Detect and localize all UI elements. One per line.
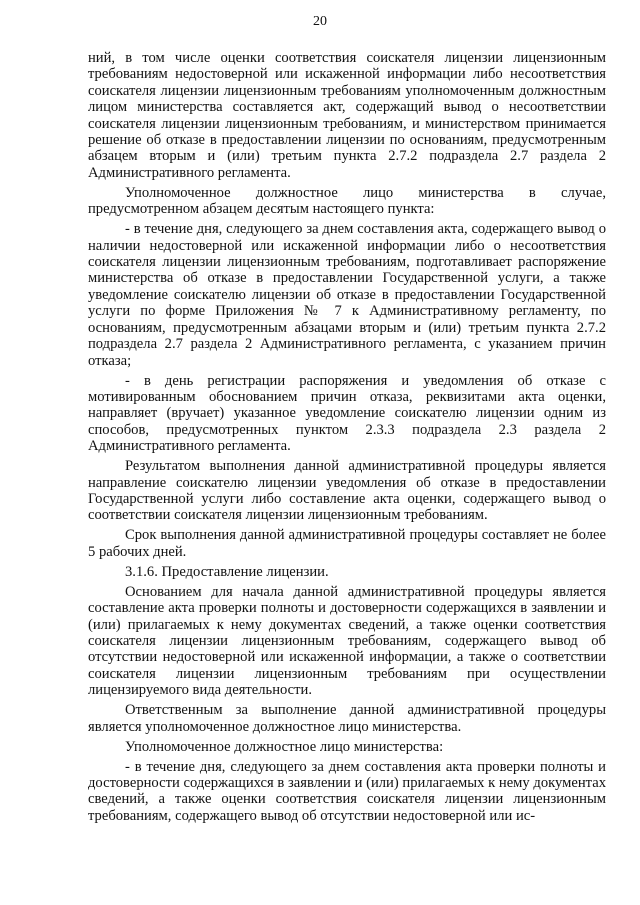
paragraph-8: Основанием для начала данной административной процедуры является составление акта проверки полноты и достоверности содержащихся в заявлении и (или) прилагаемых к нему документах сведений, а также оценки соответствия соискателя лицензии лицензионным требованиям, содержащего вывод об отсутствии недостоверной или искаженной информации, а также о соответствии соискателя лицензии лицензионным требованиям при осуществлении лицензируемого вида деятельности. <box>88 583 606 699</box>
paragraph-11: - в течение дня, следующего за днем составления акта проверки полноты и достоверности содержащихся в заявлении и (или) прилагаемых к нему документах сведений, а также оценки соответствия соискателя лицензии лицензионным требованиям, содержащего вывод об отсутствии недостоверной или ис- <box>88 758 606 824</box>
page-number: 20 <box>313 14 327 29</box>
section-heading-3-1-6: 3.1.6. Предоставление лицензии. <box>125 563 329 580</box>
paragraph-5: Результатом выполнения данной административной процедуры является направление соискателю лицензии уведомления об отказе в предоставлении Государственной услуги либо составление акта оценки, содержащего вывод о соответствии соискателя лицензии лицензионным требованиям. <box>88 458 606 524</box>
paragraph-6: Срок выполнения данной административной процедуры составляет не более 5 рабочих дней. <box>88 527 606 560</box>
paragraph-4: - в день регистрации распоряжения и уведомления об отказе с мотивированным обоснованием причин отказа, реквизитами акта оценки, направляет (вручает) указанное уведомление соискателю лицензии одним из способов, предусмотренных пунктом 2.3.3 подраздела 2.3 раздела 2 Административного регламента. <box>88 372 606 455</box>
document-body <box>88 50 606 824</box>
paragraph-1: ний, в том числе оценки соответствия соискателя лицензии лицензионным требованиям недостоверной или искаженной информации либо несоответствия соискателя лицензии лицензионным требованиям уполномоченным должностным лицом министерства составляется акт, содержащий вывод о несоответствии соискателя лицензии лицензионным требованиям, и министерством принимается решение об отказе в предоставлении лицензии по основаниям, предусмотренным абзацем вторым и (или) третьим пункта 2.7.2 подраздела 2.7 раздела 2 Административного регламента. <box>88 50 606 181</box>
paragraph-10: Уполномоченное должностное лицо министерства: <box>125 738 444 755</box>
paragraph-2: Уполномоченное должностное лицо министерства в случае, предусмотренном абзацем десятым настоящего пункта: <box>88 184 606 218</box>
paragraph-3: - в течение дня, следующего за днем составления акта, содержащего вывод о наличии недостоверной или искаженной информации либо о несоответствия соискателя лицензии лицензионным требованиям, подготавливает распоряжение министерства об отказе в предоставлении Государственной услуги, а также уведомление соискателю лицензии об отказе в предоставлении Государственной услуги по форме Приложения № 7 к Административному регламенту, по основаниям, предусмотренным абзацами вторым и (или) третьим пункта 2.7.2 подраздела 2.7 раздела 2 Административного регламента, с указанием причин отказа; <box>88 221 606 369</box>
paragraph-9: Ответственным за выполнение данной административной процедуры является уполномоченное должностное лицо министерства. <box>88 702 606 735</box>
